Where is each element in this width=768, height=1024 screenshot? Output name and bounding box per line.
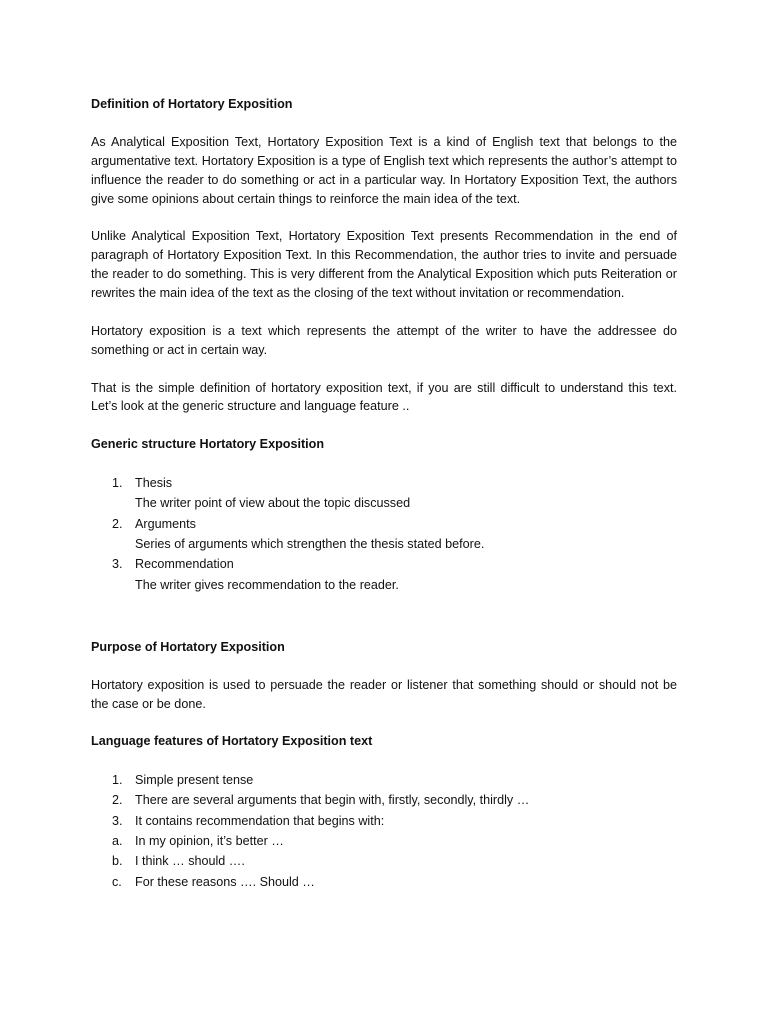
- feature-text: For these reasons …. Should …: [135, 874, 315, 889]
- feature-text: I think … should ….: [135, 854, 245, 869]
- structure-desc-arguments: Series of arguments which strengthen the thesis stated before.: [135, 536, 485, 551]
- list-marker: a.: [112, 834, 123, 848]
- generic-structure-heading: Generic structure Hortatory Exposition: [91, 437, 325, 452]
- list-marker: 1.: [112, 476, 123, 491]
- list-marker: c.: [112, 874, 122, 889]
- language-features-heading: Language features of Hortatory Exposition text: [91, 734, 373, 749]
- list-marker: 2.: [112, 793, 123, 808]
- list-item: [91, 514, 677, 555]
- list-marker: 3.: [112, 557, 123, 572]
- list-item: [91, 811, 677, 831]
- list-item: [91, 872, 677, 892]
- structure-desc-thesis: The writer point of view about the topic discussed: [135, 496, 411, 511]
- list-marker: 2.: [112, 516, 123, 531]
- list-item: [91, 851, 677, 871]
- definition-paragraph-3: Hortatory exposition is a text which represents the attempt of the writer to have the addressee do something or act in certain way.: [91, 323, 677, 357]
- list-item: [91, 770, 677, 790]
- feature-text: It contains recommendation that begins with:: [135, 813, 385, 828]
- feature-text: In my opinion, it’s better …: [135, 834, 284, 848]
- list-item: [91, 790, 677, 810]
- list-marker: 3.: [112, 813, 123, 828]
- structure-title-recommendation: Recommendation: [135, 557, 234, 572]
- structure-desc-recommendation: The writer gives recommendation to the reader.: [135, 577, 399, 592]
- list-item: [91, 473, 677, 514]
- definition-paragraph-4: That is the simple definition of hortatory exposition text, if you are still difficult to understand this text. Let’s look at the generic structure and language feature ..: [91, 380, 677, 414]
- definition-heading: Definition of Hortatory Exposition: [91, 97, 293, 111]
- list-item: [91, 831, 677, 851]
- generic-structure-list: [91, 473, 677, 595]
- definition-paragraph-1: As Analytical Exposition Text, Hortatory Exposition Text is a kind of English text that belongs to the argumentative text. Hortatory Exposition is a type of English text which represents the author’s attempt to influence the reader to do something or act in a particular way. In Hortatory Exposition Text, the authors give some opinions about certain things to reinforce the main idea of the text.: [91, 134, 677, 206]
- language-features-list: [91, 770, 677, 892]
- list-marker: b.: [112, 854, 123, 869]
- structure-title-arguments: Arguments: [135, 516, 196, 531]
- purpose-paragraph: Hortatory exposition is used to persuade the reader or listener that something should or should not be the case or be done.: [91, 677, 677, 711]
- definition-paragraph-2: Unlike Analytical Exposition Text, Hortatory Exposition Text presents Recommendation in the end of paragraph of Hortatory Exposition Text. In this Recommendation, the author tries to invite and persuade the reader to do something. This is very different from the Analytical Exposition which puts Reiteration or rewrites the main idea of the text as the closing of the text without invitation or recommendation.: [91, 229, 677, 301]
- structure-title-thesis: Thesis: [135, 476, 173, 491]
- list-item: [91, 554, 677, 595]
- list-marker: 1.: [112, 773, 123, 788]
- feature-text: Simple present tense: [135, 773, 254, 788]
- document-page: [91, 95, 677, 892]
- feature-text: There are several arguments that begin with, firstly, secondly, thirdly …: [135, 793, 530, 808]
- purpose-heading: Purpose of Hortatory Exposition: [91, 639, 285, 654]
